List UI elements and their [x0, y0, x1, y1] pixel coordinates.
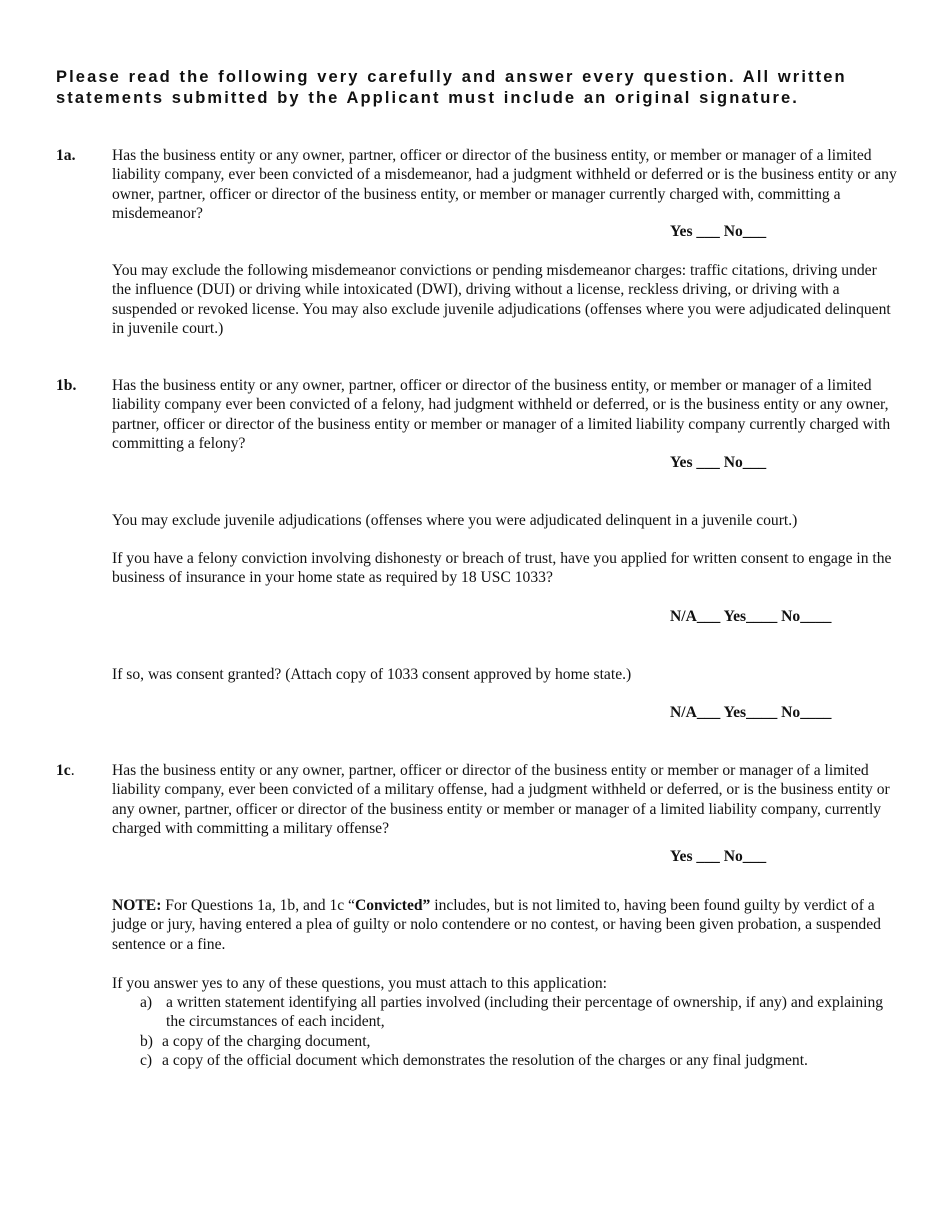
question-1c-text: Has the business entity or any owner, partner, officer or director of the business entity or member or manager of a limited liability company, ever been convicted of a military offense, had a judgment withheld or deferred, or is the business entity or any owner, partner, officer or director of the business entity or member or manager of a limited liability company, currently charged with committing a military offense? [112, 762, 890, 837]
header-line-1: Please read the following very carefully and answer every question. All written [56, 68, 847, 86]
list-item-text: a copy of the official document which demonstrates the resolution of the charges or any final judgment. [162, 1051, 808, 1069]
instructions-header [56, 67, 896, 109]
list-item [140, 1051, 900, 1070]
list-item-marker: a) [140, 994, 153, 1011]
question-1a-text: Has the business entity or any owner, partner, officer or director of the business entity, or member or manager of a limited liability company, ever been convicted of a misdemeanor, had a judgment withheld or deferred or is the business entity or any owner, partner, officer or director of the business entity, or member or manager currently charged with, committing a misdemeanor? [112, 147, 897, 222]
question-1b-number: 1b. [56, 377, 77, 394]
consent-granted-question: If so, was consent granted? (Attach copy of 1033 consent approved by home state.) [112, 666, 632, 683]
question-1b-answer[interactable]: Yes ___ No___ [670, 454, 767, 471]
convicted-note [112, 896, 898, 954]
question-1c-number-suffix: . [70, 762, 75, 779]
consent-granted-answer[interactable]: N/A___ Yes____ No____ [670, 704, 832, 721]
question-1c-number-text: 1c [56, 762, 71, 779]
consent-answer[interactable]: N/A___ Yes____ No____ [670, 608, 832, 625]
question-1c-answer[interactable]: Yes ___ No___ [670, 848, 767, 865]
attachment-list [140, 993, 900, 1070]
header-line-2: statements submitted by the Applicant must include an original signature. [56, 89, 799, 107]
question-1a-number: 1a. [56, 147, 76, 164]
list-item-text: a copy of the charging document, [162, 1032, 371, 1050]
list-item-text: a written statement identifying all parties involved (including their percentage of ownership, if any) and explaining the circumstances of each incident, [166, 994, 884, 1031]
note-label: NOTE: [112, 897, 162, 914]
list-item-marker: b) [140, 1032, 153, 1050]
list-item [140, 993, 900, 1032]
question-1b-text: Has the business entity or any owner, partner, officer or director of the business entity, or member or manager of a limited liability company ever been convicted of a felony, had judgment withheld or deferred, or is the business entity or any owner, partner, officer or director of the business entity or member or manager of a limited liability company currently charged with committing a felony? [112, 377, 891, 452]
note-rest: includes, but is not limited to, having been found guilty by verdict of a judge or jury, having entered a plea of guilty or nolo contendere or no contest, or having been given probation, a suspended sentence or a fine. [112, 897, 881, 953]
list-item [140, 1032, 900, 1051]
question-1a-exclusion: You may exclude the following misdemeanor convictions or pending misdemeanor charges: traffic citations, driving under the influence (DUI) or driving while intoxicated (DWI), driving without a license, reckless driving, or driving with a suspended or revoked license. You may also exclude juvenile adjudications (offenses where you were adjudicated delinquent in juvenile court.) [112, 262, 891, 337]
question-1c-number [56, 761, 75, 780]
question-1a-answer[interactable]: Yes ___ No___ [670, 223, 767, 240]
note-lead: For Questions 1a, 1b, and 1c “ [161, 897, 355, 914]
consent-question: If you have a felony conviction involving dishonesty or breach of trust, have you applied for written consent to engage in the business of insurance in your home state as required by 18 USC 1033? [112, 550, 892, 587]
note-term: Convicted” [354, 897, 431, 914]
question-1b-exclusion: You may exclude juvenile adjudications (offenses where you were adjudicated delinquent in a juvenile court.) [112, 512, 798, 529]
list-item-marker: c) [140, 1051, 153, 1069]
attachment-intro: If you answer yes to any of these questions, you must attach to this application: [112, 975, 608, 992]
